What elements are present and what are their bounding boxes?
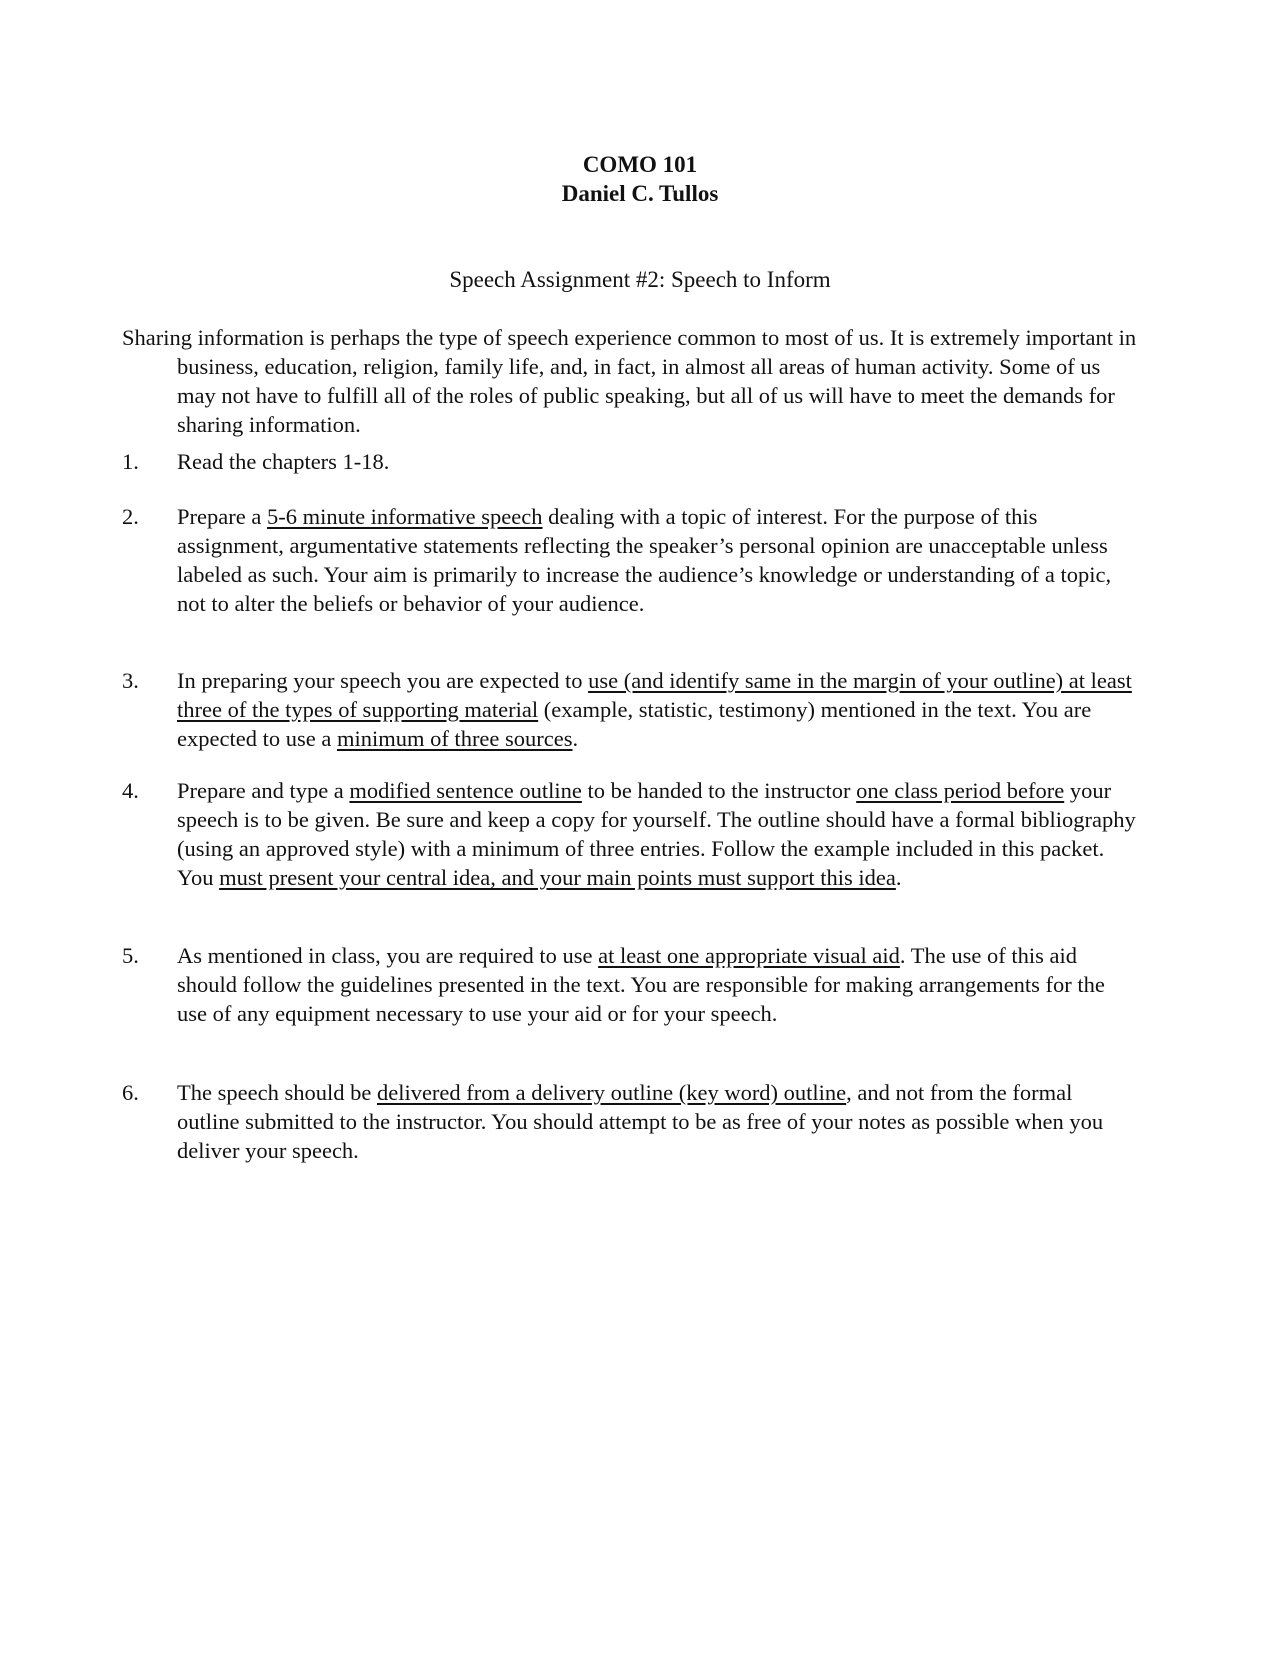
- underlined-text: use (and identify same in the margin of your outline) at least three of the types of supporting material: [177, 668, 1132, 722]
- item-text: [177, 449, 389, 474]
- item-text-run: to be handed to the instructor: [581, 778, 857, 803]
- item-number: 6.: [122, 1080, 139, 1105]
- item-text-run: .: [572, 726, 579, 751]
- item-text: [177, 668, 1132, 751]
- item-number: 5.: [122, 943, 139, 968]
- item-text-run: As mentioned in class, you are required to use: [177, 943, 599, 968]
- item-text-run: Read the chapters 1-18.: [177, 449, 390, 474]
- item-text: [177, 778, 1136, 890]
- underlined-text: modified sentence outline: [349, 778, 582, 803]
- list-item: [122, 1078, 1137, 1165]
- item-text: [177, 1080, 1103, 1163]
- underlined-text: must present your central idea, and your main points must support this idea: [219, 865, 896, 890]
- item-text-run: The speech should be: [177, 1080, 377, 1105]
- list-item: [122, 776, 1137, 892]
- item-text-run: In preparing your speech you are expected to: [177, 668, 589, 693]
- underlined-text: minimum of three sources: [336, 726, 573, 751]
- item-text-run: . The use of this aid should follow the guidelines presented in the text. You are responsible for making arrangements for the use of any equipment necessary to use your aid or for your speech.: [177, 943, 1105, 1026]
- item-text-run: your speech is to be given. Be sure and keep a copy for yourself. The outline should have a formal bibliography (using an approved style) with a minimum of three entries. Follow the example included in this packet. You: [177, 778, 1136, 890]
- assignment-title: Speech Assignment #2: Speech to Inform: [449, 267, 831, 292]
- item-text-run: Prepare a: [177, 504, 267, 529]
- underlined-text: at least one appropriate visual aid: [598, 943, 900, 968]
- underlined-text: 5-6 minute informative speech: [266, 504, 543, 529]
- intro-paragraph: Sharing information is perhaps the type of speech experience common to most of us. It is extremely important in business, education, religion, family life, and, in fact, in almost all areas of human activity. Some of us may not have to fulfill all of the roles of public speaking, but all of us will have to meet the demands for sharing information.: [122, 325, 1137, 437]
- item-text: [177, 943, 1105, 1026]
- list-item: [122, 666, 1137, 753]
- instructor-name: Daniel C. Tullos: [561, 181, 719, 206]
- item-text-run: .: [895, 865, 902, 890]
- header: [0, 150, 1280, 208]
- item-text-run: , and not from the formal outline submitted to the instructor. You should attempt to be as free of your notes as possible when you deliver your speech.: [177, 1080, 1104, 1163]
- list-item: [122, 502, 1137, 618]
- item-number: 4.: [122, 778, 139, 803]
- item-number: 3.: [122, 668, 139, 693]
- list-item: [122, 941, 1137, 1028]
- item-text-run: (example, statistic, testimony) mentioned in the text. You are expected to use a: [177, 697, 1092, 751]
- item-number: 2.: [122, 504, 139, 529]
- underlined-text: delivered from a delivery outline (key word) outline: [376, 1080, 847, 1105]
- item-text: [177, 504, 1111, 616]
- underlined-text: one class period before: [856, 778, 1065, 803]
- course-title: COMO 101: [582, 152, 698, 177]
- item-text-run: dealing with a topic of interest. For the purpose of this assignment, argumentative statements reflecting the speaker’s personal opinion are unacceptable unless labeled as such. Your aim is primarily to increase the audience’s knowledge or understanding of a topic, not to alter the beliefs or behavior of your audience.: [177, 504, 1112, 616]
- item-text-run: Prepare and type a: [177, 778, 350, 803]
- list-item: [122, 447, 1137, 476]
- item-number: 1.: [122, 449, 139, 474]
